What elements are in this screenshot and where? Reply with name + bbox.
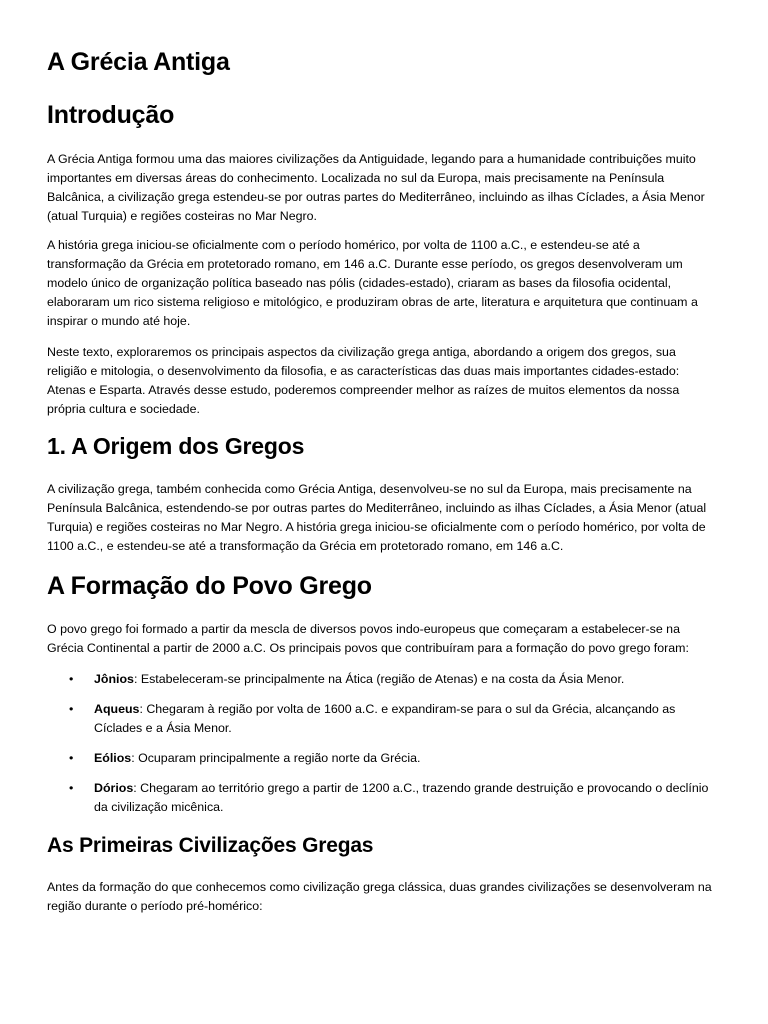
intro-heading: Introdução bbox=[47, 101, 175, 129]
list-item-term: Dórios bbox=[94, 781, 134, 795]
intro-paragraph-3: Neste texto, exploraremos os principais aspectos da civilização grega antiga, abordando a origem dos gregos, sua religião e mitologia, o desenvolvimento da filosofia, e as características das duas mais importantes cidades-estado: Atenas e Esparta. Através desse estudo, poderemos compreender melhor as raízes de muitos elementos da nossa própria cultura e sociedade. bbox=[47, 345, 680, 416]
origem-paragraph: A civilização grega, também conhecida como Grécia Antiga, desenvolveu-se no sul da Europa, mais precisamente na Península Balcânica, estendendo-se por outras partes do Mediterrâneo, incluindo as ilhas Cíclades, a Ásia Menor (atual Turquia) e regiões costeiras no Mar Negro. A história grega iniciou-se oficialmente com o período homérico, por volta de 1100 a.C., e estendeu-se até a transformação da Grécia em protetorado romano, em 146 a.C. bbox=[47, 482, 707, 553]
bullet-icon: • bbox=[69, 781, 74, 795]
list-item bbox=[47, 670, 719, 689]
list-item bbox=[47, 700, 719, 738]
list-item bbox=[47, 779, 719, 817]
list-item-text: : Chegaram à região por volta de 1600 a.C. e expandiram-se para o sul da Grécia, alcançando as Cíclades e a Ásia Menor. bbox=[94, 702, 676, 735]
povos-list bbox=[47, 670, 719, 817]
list-item-term: Aqueus bbox=[94, 702, 140, 716]
list-item-term: Jônios bbox=[94, 672, 134, 686]
formacao-heading: A Formação do Povo Grego bbox=[47, 572, 372, 600]
list-item bbox=[47, 749, 719, 768]
list-item-text: : Chegaram ao território grego a partir de 1200 a.C., trazendo grande destruição e provocando o declínio da civilização micênica. bbox=[94, 781, 709, 814]
document-title: A Grécia Antiga bbox=[47, 48, 230, 76]
formacao-paragraph: O povo grego foi formado a partir da mescla de diversos povos indo-europeus que começaram a estabelecer-se na Grécia Continental a partir de 2000 a.C. Os principais povos que contribuíram para a formação do povo grego foram: bbox=[47, 622, 689, 655]
origem-heading: 1. A Origem dos Gregos bbox=[47, 433, 305, 459]
list-item-text: : Ocuparam principalmente a região norte da Grécia. bbox=[131, 751, 421, 765]
bullet-icon: • bbox=[69, 751, 74, 765]
bullet-icon: • bbox=[69, 672, 74, 686]
intro-paragraph-2: A história grega iniciou-se oficialmente com o período homérico, por volta de 1100 a.C., e estendeu-se até a transformação da Grécia em protetorado romano, em 146 a.C. Durante esse período, os gregos desenvolveram um modelo único de organização política baseado nas pólis (cidades-estado), criaram as bases da filosofia ocidental, elaboraram um rico sistema religioso e mitológico, e produziram obras de arte, literatura e arquitetura que continuam a inspirar o mundo até hoje. bbox=[47, 238, 698, 328]
list-item-text: : Estabeleceram-se principalmente na Ática (região de Atenas) e na costa da Ásia Menor. bbox=[133, 672, 625, 686]
bullet-icon: • bbox=[69, 702, 74, 716]
primeiras-paragraph: Antes da formação do que conhecemos como civilização grega clássica, duas grandes civilizações se desenvolveram na região durante o período pré-homérico: bbox=[47, 880, 712, 913]
intro-paragraph-1: A Grécia Antiga formou uma das maiores civilizações da Antiguidade, legando para a humanidade contribuições muito importantes em diversas áreas do conhecimento. Localizada no sul da Europa, mais precisamente na Península Balcânica, a civilização grega estendeu-se por outras partes do Mediterrâneo, incluindo as ilhas Cíclades, a Ásia Menor (atual Turquia) e regiões costeiras no Mar Negro. bbox=[47, 152, 705, 223]
primeiras-heading: As Primeiras Civilizações Gregas bbox=[47, 834, 374, 857]
list-item-term: Eólios bbox=[94, 751, 132, 765]
